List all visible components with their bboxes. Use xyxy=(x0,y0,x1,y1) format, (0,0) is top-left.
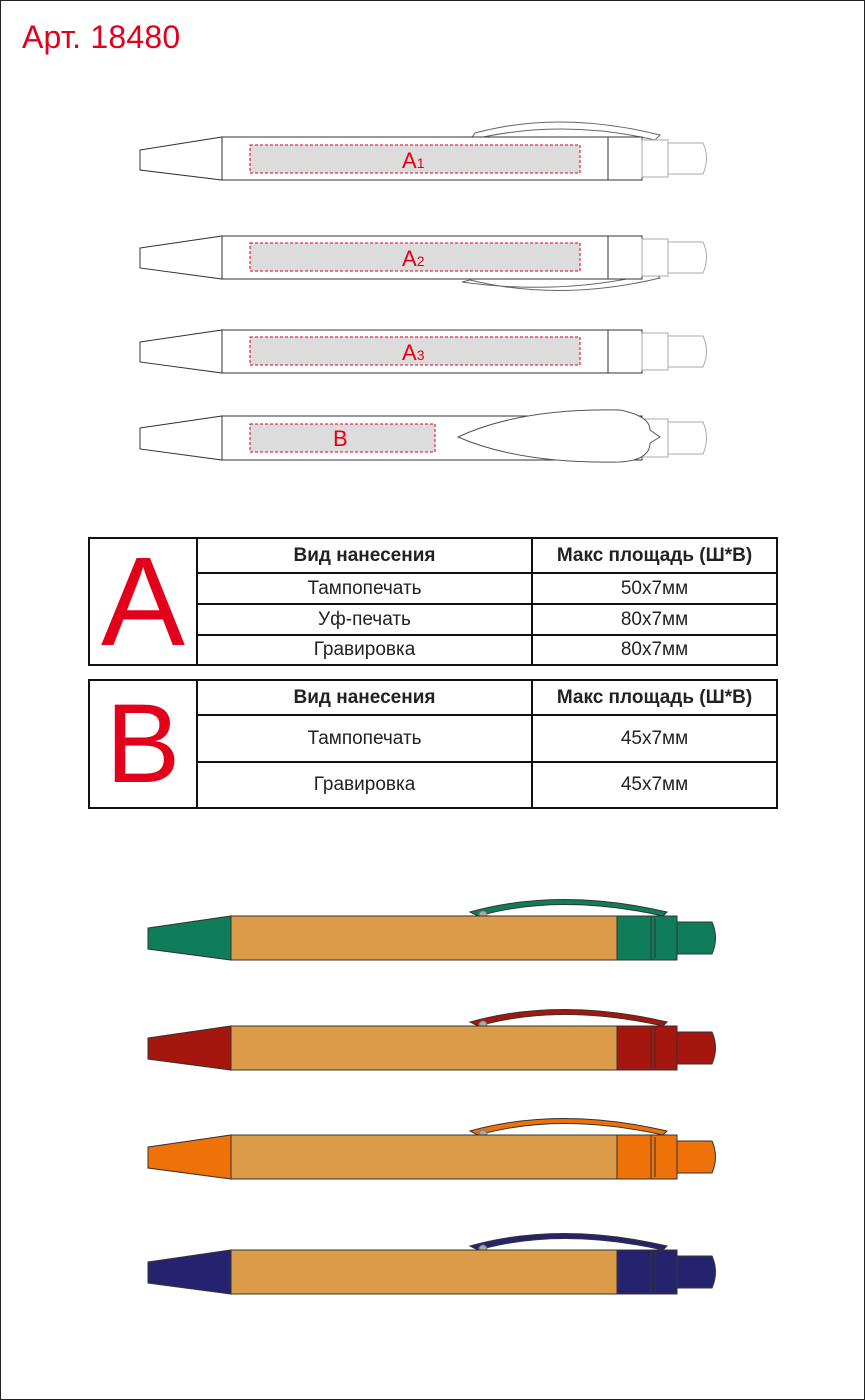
table-a-row-3-method: Гравировка xyxy=(313,639,416,660)
article-title: Арт. 18480 xyxy=(22,19,181,55)
zone-a2-sub: 2 xyxy=(416,253,425,269)
zone-a3-letter: A xyxy=(402,340,417,365)
table-a-row-1-method: Тампопечать xyxy=(307,577,422,599)
table-b-row-1-method: Тампопечать xyxy=(307,727,422,749)
table-a-letter: A xyxy=(90,539,198,664)
zone-a1-letter: A xyxy=(402,148,417,173)
table-a-row-1-area: 50x7мм xyxy=(620,577,689,599)
table-a-header-method: Вид нанесения xyxy=(293,544,436,566)
zone-a2-letter: A xyxy=(402,246,417,271)
pen-orange xyxy=(148,1119,716,1180)
pen-red xyxy=(148,1010,716,1071)
zone-a3-sub: 3 xyxy=(416,347,425,363)
outline-pen-a2 xyxy=(140,236,707,291)
table-a-row-2-method: Уф-печать xyxy=(318,608,411,630)
outline-pen-a1 xyxy=(140,122,707,180)
pen-green xyxy=(148,900,716,961)
zone-b-letter: B xyxy=(333,426,348,451)
table-a-header-area: Макс площадь (Ш*В) xyxy=(556,544,753,566)
table-b-row-2-area: 45x7мм xyxy=(620,774,689,795)
zone-a1-sub: 1 xyxy=(416,155,425,171)
outline-pen-b xyxy=(140,410,707,462)
table-b-row-2-method: Гравировка xyxy=(313,774,416,795)
table-b xyxy=(88,679,778,809)
pen-blue xyxy=(148,1234,716,1295)
table-b-row-1-area: 45x7мм xyxy=(620,727,689,749)
table-a xyxy=(88,530,778,672)
table-b-letter: B xyxy=(90,681,198,807)
table-a-row-3-area: 80x7мм xyxy=(620,639,689,660)
table-b-header-method: Вид нанесения xyxy=(293,686,436,708)
table-a-row-2-area: 80x7мм xyxy=(620,608,689,630)
outline-pen-a3 xyxy=(140,330,707,373)
table-b-header-area: Макс площадь (Ш*В) xyxy=(556,686,753,708)
